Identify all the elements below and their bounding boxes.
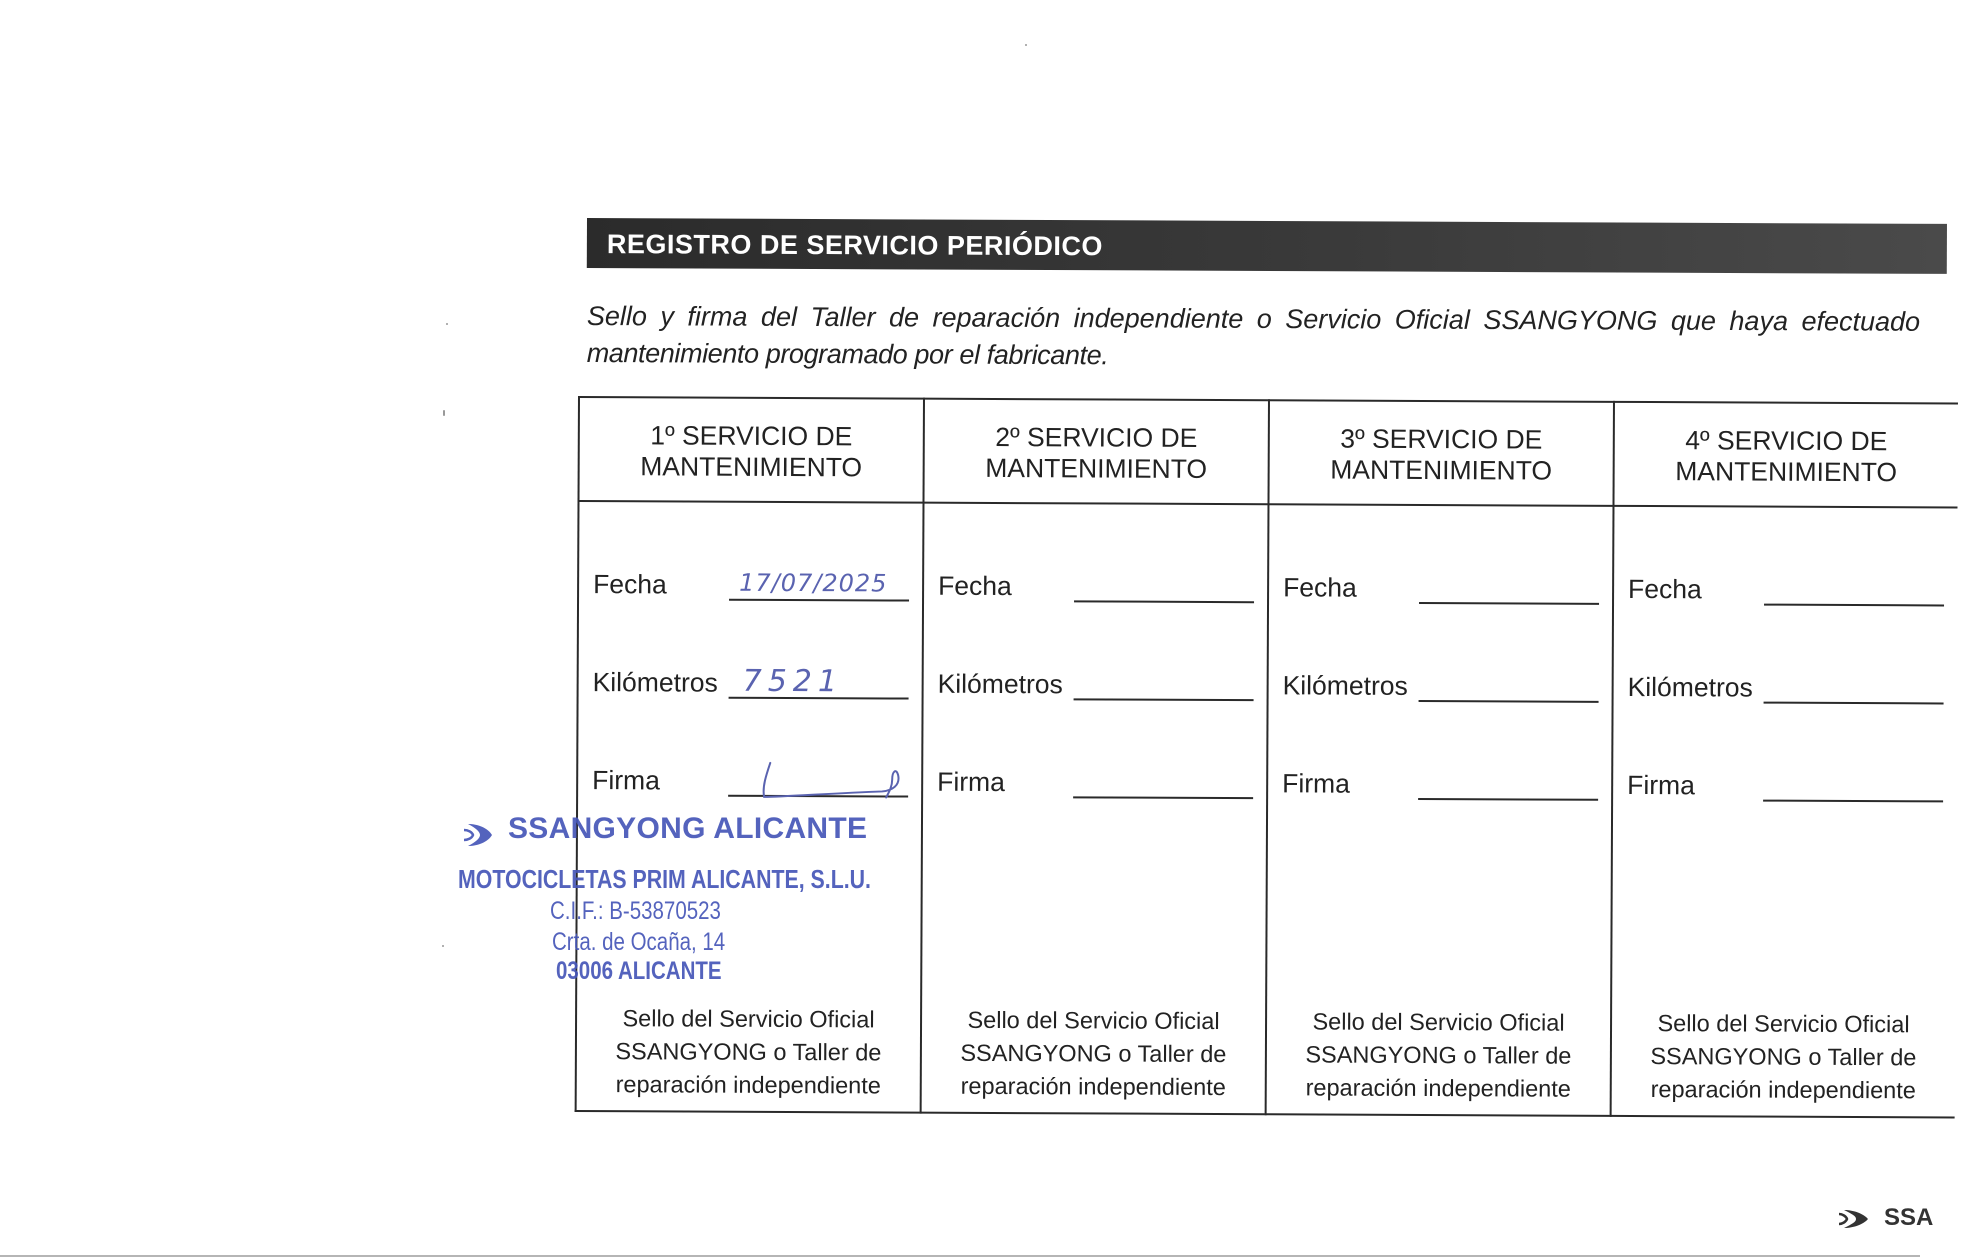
service-column-2 (920, 398, 1268, 1116)
fecha-field[interactable] (938, 568, 1258, 610)
sello-line-1: Sello del Servicio Oficial (1312, 1008, 1565, 1036)
sello-line-3: reparación independiente (615, 1071, 881, 1099)
bottom-rule (0, 1255, 1920, 1257)
intro-line-1: Sello y firma del Taller de reparación independiente o Servicio Oficial SSANGYONG que haya efectuado (586, 300, 1921, 337)
sello-line-3: reparación independiente (1305, 1074, 1571, 1102)
sello-line-1: Sello del Servicio Oficial (622, 1005, 875, 1033)
scan-speck (446, 323, 448, 325)
header-line-1: 3º SERVICIO DE (1340, 423, 1543, 455)
header-line-1: 1º SERVICIO DE (650, 420, 853, 452)
kilometros-field[interactable] (1283, 667, 1603, 709)
service-column-4 (1610, 401, 1958, 1119)
fecha-line (729, 599, 909, 602)
firma-line (1418, 798, 1598, 801)
fecha-line (1764, 604, 1944, 607)
firma-label: Firma (592, 765, 660, 796)
sello-line-1: Sello del Servicio Oficial (1657, 1010, 1910, 1038)
kilometros-field[interactable] (1628, 669, 1948, 711)
kilometros-label: Kilómetros (1627, 671, 1753, 703)
fecha-value: 17/07/2025 (739, 568, 888, 598)
fecha-label: Fecha (1283, 572, 1357, 603)
service-column-1 (575, 396, 923, 1114)
fecha-line (1074, 600, 1254, 603)
service-record-table (575, 396, 1978, 1119)
sello-note (922, 1004, 1265, 1105)
sello-line-3: reparación independiente (1650, 1076, 1916, 1104)
sello-note (1612, 1007, 1955, 1108)
kilometros-label: Kilómetros (592, 667, 718, 698)
stamp-brand: SSANGYONG ALICANTE (508, 812, 868, 845)
firma-field[interactable] (592, 762, 912, 804)
kilometros-label: Kilómetros (1282, 670, 1408, 701)
sello-line-3: reparación independiente (960, 1072, 1226, 1101)
kilometros-line (1074, 698, 1254, 701)
column-header (1269, 401, 1612, 507)
firma-label: Firma (1627, 769, 1695, 801)
fecha-label: Fecha (593, 569, 667, 600)
header-line-2: MANTENIMIENTO (1675, 456, 1898, 488)
sello-line-2: SSANGYONG o Taller de (1650, 1043, 1917, 1071)
firma-field[interactable] (937, 764, 1257, 806)
column-header (1614, 403, 1957, 509)
stamp-cif: C.I.F.: B-53870523 (550, 897, 721, 925)
stamp-city: 03006 ALICANTE (556, 957, 722, 985)
firma-field[interactable] (1282, 765, 1602, 807)
footer-logo-text: SSA (1884, 1204, 1934, 1231)
scan-speck (442, 945, 444, 947)
firma-line (1073, 796, 1253, 799)
column-header (580, 398, 923, 504)
sello-note (1267, 1005, 1610, 1106)
scan-speck (443, 410, 445, 416)
kilometros-label: Kilómetros (937, 668, 1063, 700)
intro-paragraph (587, 298, 1987, 378)
fecha-line (1419, 602, 1599, 605)
firma-label: Firma (1282, 768, 1350, 799)
firma-field[interactable] (1627, 767, 1947, 809)
scan-speck (1025, 44, 1027, 46)
fecha-label: Fecha (938, 570, 1012, 602)
header-line-2: MANTENIMIENTO (640, 451, 863, 483)
fecha-field[interactable] (1283, 569, 1603, 611)
page-title: REGISTRO DE SERVICIO PERIÓDICO (606, 229, 1104, 262)
service-column-3 (1265, 399, 1613, 1117)
sello-line-1: Sello del Servicio Oficial (967, 1006, 1220, 1035)
sello-line-2: SSANGYONG o Taller de (1305, 1041, 1572, 1069)
header-line-2: MANTENIMIENTO (985, 452, 1208, 484)
header-line-2: MANTENIMIENTO (1330, 454, 1553, 486)
sello-line-2: SSANGYONG o Taller de (960, 1039, 1227, 1068)
column-header (924, 400, 1267, 506)
ssangyong-logo-icon (1836, 1206, 1876, 1232)
stamp-company: MOTOCICLETAS PRIM ALICANTE, S.L.U. (458, 864, 871, 894)
firma-label: Firma (937, 766, 1005, 798)
sello-note (577, 1002, 920, 1103)
firma-line (1763, 800, 1943, 803)
ssangyong-logo-icon (462, 818, 502, 852)
kilometros-line (1419, 700, 1599, 703)
kilometros-field[interactable] (593, 664, 913, 706)
signature-scribble (742, 757, 912, 808)
header-line-1: 4º SERVICIO DE (1685, 425, 1888, 457)
header-line-1: 2º SERVICIO DE (995, 421, 1198, 453)
fecha-field[interactable] (1628, 571, 1948, 613)
fecha-field[interactable] (593, 566, 913, 608)
sello-line-2: SSANGYONG o Taller de (615, 1038, 882, 1066)
kilometros-value: 7521 (742, 663, 844, 700)
intro-line-2: mantenimiento programado por el fabricante. (586, 337, 1109, 371)
stamp-address: Crta. de Ocaña, 14 (552, 928, 726, 956)
title-bar (587, 218, 1947, 274)
fecha-label: Fecha (1628, 573, 1702, 605)
kilometros-field[interactable] (938, 666, 1258, 708)
kilometros-line (1764, 702, 1944, 705)
